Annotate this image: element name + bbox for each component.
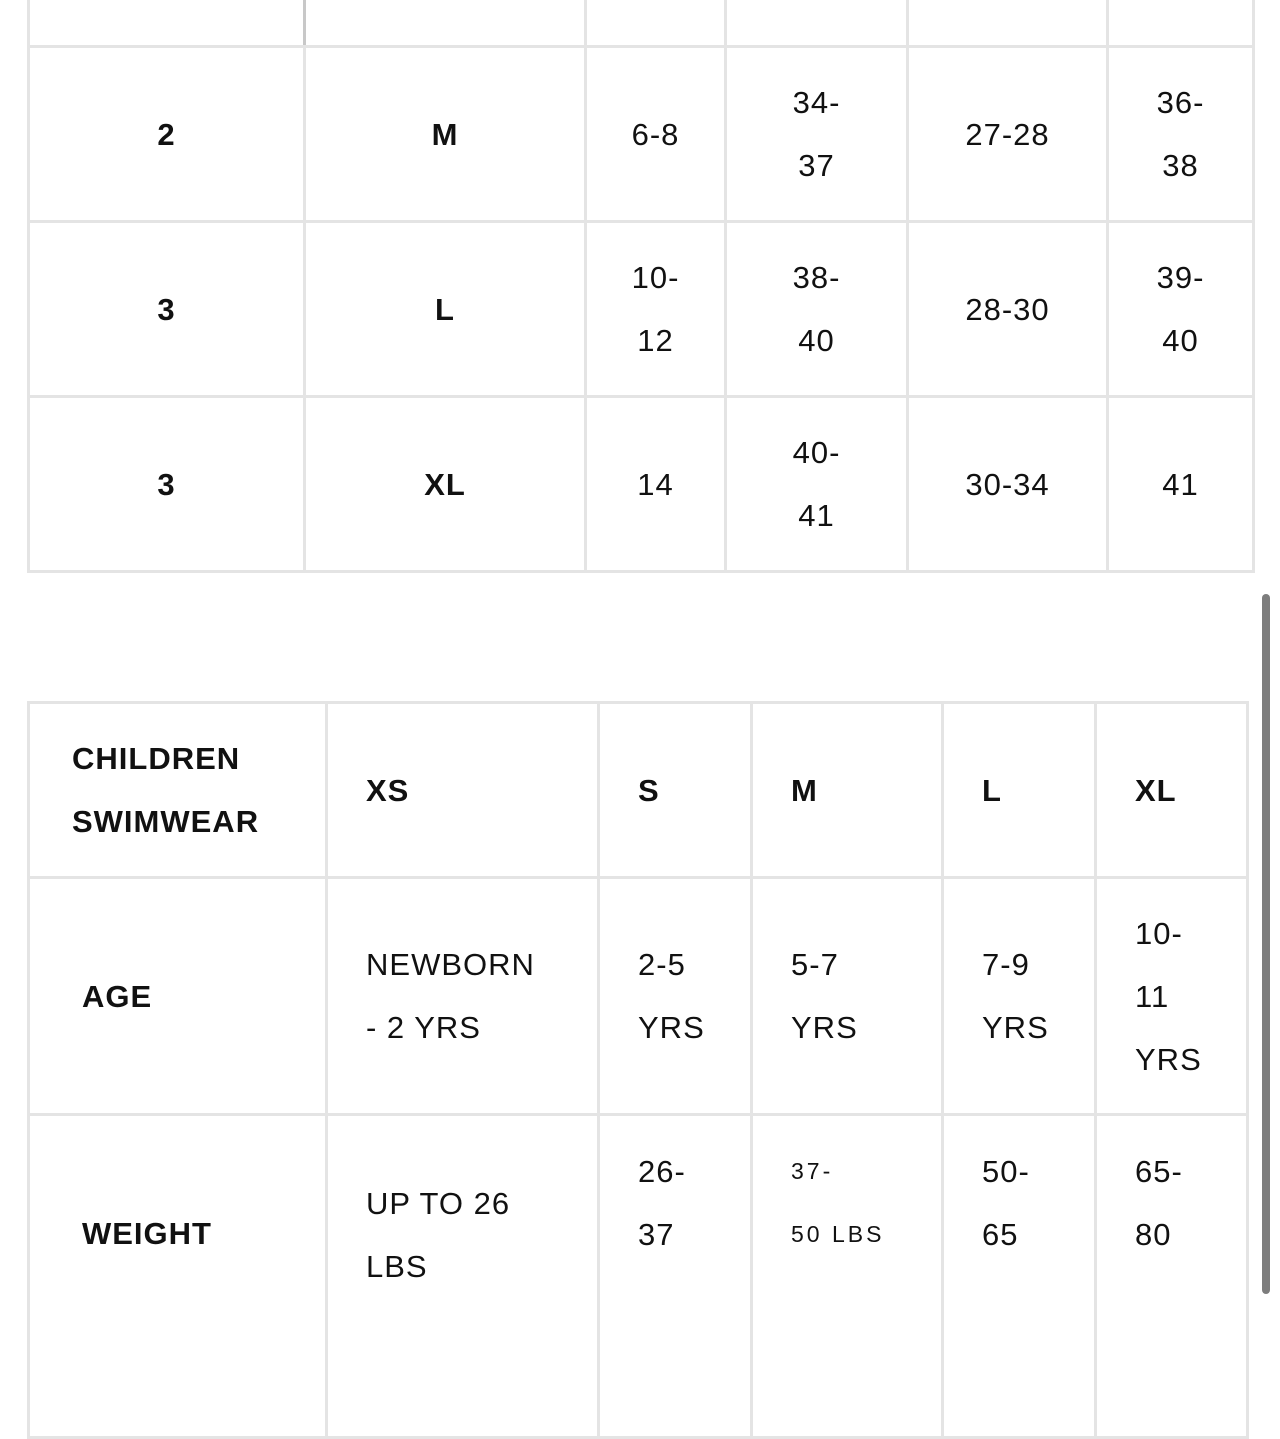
table-cell: 10- 12 bbox=[586, 222, 726, 397]
table-header-row bbox=[29, 703, 1248, 878]
table-cell: XL bbox=[305, 397, 586, 572]
table-cell: 27-28 bbox=[908, 47, 1108, 222]
table-cell: 10- 11 YRS bbox=[1096, 878, 1248, 1115]
table-cell bbox=[908, 0, 1108, 47]
table-cell: 40- 41 bbox=[726, 397, 908, 572]
table-cell: 41 bbox=[1108, 397, 1254, 572]
weight-label: WEIGHT bbox=[29, 1115, 327, 1438]
table-cell: 14 bbox=[586, 397, 726, 572]
table-cell bbox=[586, 0, 726, 47]
table-cell: 39- 40 bbox=[1108, 222, 1254, 397]
table-cell bbox=[29, 0, 305, 47]
table-cell bbox=[305, 0, 586, 47]
table-cell: 7-9 YRS bbox=[943, 878, 1096, 1115]
table-cell: NEWBORN - 2 YRS bbox=[327, 878, 599, 1115]
table-cell: 36- 38 bbox=[1108, 47, 1254, 222]
table-cell: 26- 37 bbox=[599, 1115, 752, 1438]
table-cell: 34- 37 bbox=[726, 47, 908, 222]
table-row bbox=[29, 397, 1254, 572]
table-cell bbox=[726, 0, 908, 47]
table-header-cell: L bbox=[943, 703, 1096, 878]
table-cell: 28-30 bbox=[908, 222, 1108, 397]
table-cell: 6-8 bbox=[586, 47, 726, 222]
age-label: AGE bbox=[29, 878, 327, 1115]
table-header-cell: XL bbox=[1096, 703, 1248, 878]
table-cell: 2 bbox=[29, 47, 305, 222]
table-cell: 3 bbox=[29, 397, 305, 572]
table-row bbox=[29, 47, 1254, 222]
table-row bbox=[29, 1115, 1248, 1438]
table-cell: 38- 40 bbox=[726, 222, 908, 397]
table-row bbox=[29, 0, 1254, 47]
adult-size-table bbox=[27, 0, 1255, 573]
table-cell: 65- 80 bbox=[1096, 1115, 1248, 1438]
table-cell: 2-5 YRS bbox=[599, 878, 752, 1115]
table-cell: 3 bbox=[29, 222, 305, 397]
table-row bbox=[29, 878, 1248, 1115]
table-cell: UP TO 26 LBS bbox=[327, 1115, 599, 1438]
table-cell bbox=[1108, 0, 1254, 47]
vertical-scrollbar[interactable] bbox=[1262, 594, 1270, 1294]
table-header-cell: S bbox=[599, 703, 752, 878]
table-row bbox=[29, 222, 1254, 397]
table-header-cell: CHILDREN SWIMWEAR bbox=[29, 703, 327, 878]
children-swimwear-table bbox=[27, 701, 1249, 1439]
table-header-cell: XS bbox=[327, 703, 599, 878]
table-cell: 30-34 bbox=[908, 397, 1108, 572]
table-cell: 5-7 YRS bbox=[752, 878, 943, 1115]
table-cell: 37- 50 LBS bbox=[752, 1115, 943, 1438]
table-header-cell: M bbox=[752, 703, 943, 878]
table-cell: 50- 65 bbox=[943, 1115, 1096, 1438]
table-cell: M bbox=[305, 47, 586, 222]
table-cell: L bbox=[305, 222, 586, 397]
